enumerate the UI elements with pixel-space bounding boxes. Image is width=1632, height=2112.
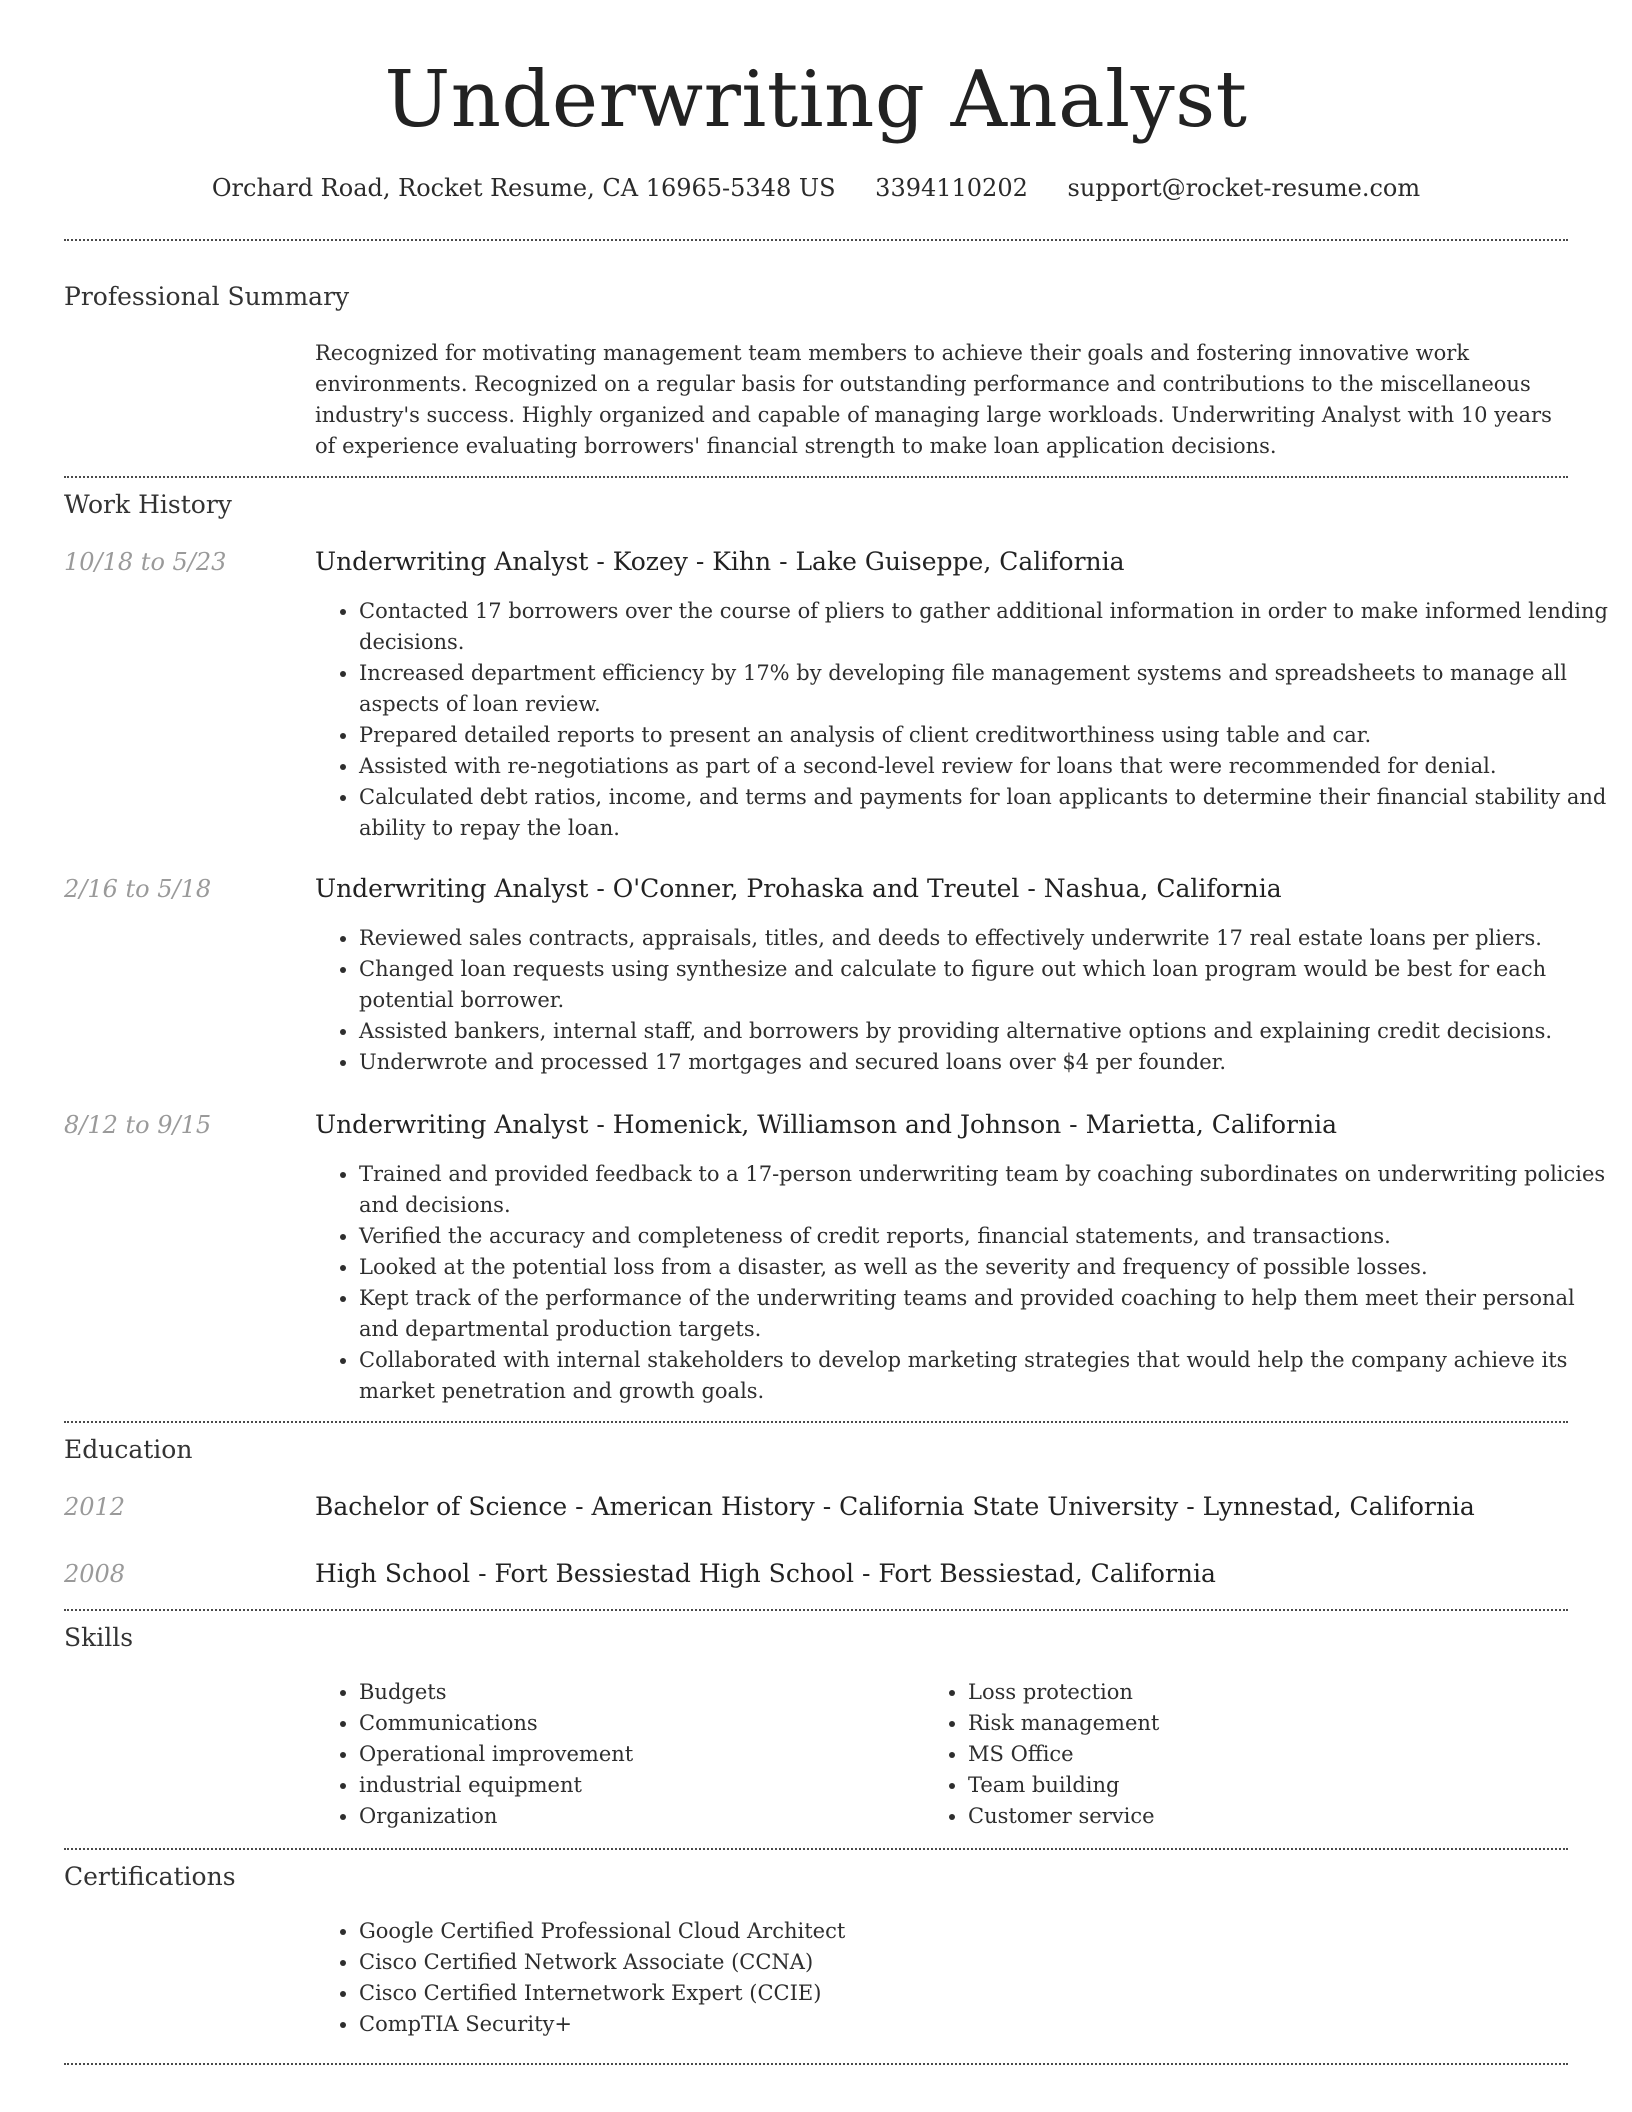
skill-item: • Operational improvement bbox=[359, 1739, 919, 1770]
section-divider bbox=[64, 1421, 1568, 1423]
job-bullet: • Verified the accuracy and completeness of credit reports, financial statements, and transactions. bbox=[359, 1221, 1614, 1252]
job-heading: Underwriting Analyst - Kozey - Kihn - Lake Guiseppe, California bbox=[315, 547, 1125, 576]
certifications-list bbox=[315, 1916, 1614, 2040]
section-title-certifications: Certifications bbox=[64, 1862, 236, 1891]
job-bullet: • Collaborated with internal stakeholders to develop marketing strategies that would help the company achieve its market penetration and growth goals. bbox=[359, 1345, 1614, 1407]
job-bullet: • Increased department efficiency by 17% by developing file management systems and spreadsheets to manage all aspects of loan review. bbox=[359, 658, 1614, 720]
job-bullet: • Assisted with re-negotiations as part of a second-level review for loans that were recommended for denial. bbox=[359, 751, 1614, 782]
skill-item: • Risk management bbox=[968, 1708, 1528, 1739]
certification-item: • Google Certified Professional Cloud Architect bbox=[359, 1916, 1614, 1947]
section-title-skills: Skills bbox=[64, 1623, 134, 1652]
job-bullet: • Calculated debt ratios, income, and terms and payments for loan applicants to determine their financial stability and ability to repay the loan. bbox=[359, 782, 1614, 844]
job-bullet: • Trained and provided feedback to a 17-person underwriting team by coaching subordinates on underwriting policies and decisions. bbox=[359, 1159, 1614, 1221]
job-bullet-list bbox=[315, 596, 1614, 844]
contact-phone: 3394110202 bbox=[875, 174, 1028, 202]
job-dates: 10/18 to 5/23 bbox=[64, 548, 227, 576]
job-bullet: • Underwrote and processed 17 mortgages and secured loans over $4 per founder. bbox=[359, 1047, 1614, 1078]
section-divider bbox=[64, 239, 1568, 241]
skill-item: • industrial equipment bbox=[359, 1770, 919, 1801]
contact-email: support@rocket-resume.com bbox=[1067, 174, 1421, 202]
certification-item: • CompTIA Security+ bbox=[359, 2009, 1614, 2040]
job-bullet: • Contacted 17 borrowers over the course of pliers to gather additional information in order to make informed lending decisions. bbox=[359, 596, 1614, 658]
section-title-summary: Professional Summary bbox=[64, 282, 350, 311]
job-bullet: • Assisted bankers, internal staff, and borrowers by providing alternative options and explaining credit decisions. bbox=[359, 1016, 1614, 1047]
skills-list-right bbox=[924, 1677, 1528, 1832]
candidate-name: Underwriting Analyst bbox=[384, 55, 1248, 145]
job-bullet: • Kept track of the performance of the underwriting teams and provided coaching to help them meet their personal and departmental production targets. bbox=[359, 1283, 1614, 1345]
education-entry: High School - Fort Bessiestad High School - Fort Bessiestad, California bbox=[315, 1559, 1216, 1588]
job-bullet: • Looked at the potential loss from a disaster, as well as the severity and frequency of possible losses. bbox=[359, 1252, 1614, 1283]
job-bullet-list bbox=[315, 923, 1614, 1078]
skill-item: • Budgets bbox=[359, 1677, 919, 1708]
skills-list-left bbox=[315, 1677, 919, 1832]
education-year: 2012 bbox=[64, 1493, 126, 1521]
job-bullet: • Prepared detailed reports to present an analysis of client creditworthiness using table and car. bbox=[359, 720, 1614, 751]
job-bullet-list bbox=[315, 1159, 1614, 1407]
skill-item: • Loss protection bbox=[968, 1677, 1528, 1708]
skill-item: • Team building bbox=[968, 1770, 1528, 1801]
section-title-education: Education bbox=[64, 1435, 193, 1464]
section-divider bbox=[64, 2063, 1568, 2065]
job-dates: 8/12 to 9/15 bbox=[64, 1111, 212, 1139]
job-bullet: • Changed loan requests using synthesize and calculate to figure out which loan program would be best for each potential borrower. bbox=[359, 954, 1614, 1016]
certification-item: • Cisco Certified Internetwork Expert (CCIE) bbox=[359, 1978, 1614, 2009]
skill-item: • Organization bbox=[359, 1801, 919, 1832]
contact-line bbox=[0, 171, 1632, 205]
certification-item: • Cisco Certified Network Associate (CCNA) bbox=[359, 1947, 1614, 1978]
summary-text: Recognized for motivating management team members to achieve their goals and fostering innovative work environments. Recognized on a regular basis for outstanding performance and contributions to the miscellaneous industry's success. Highly organized and capable of managing large workloads. Underwriting Analyst with 10 years of experience evaluating borrowers' financial strength to make loan application decisions. bbox=[315, 341, 1552, 458]
contact-address: Orchard Road, Rocket Resume, CA 16965-5348 US bbox=[211, 174, 836, 202]
education-entry: Bachelor of Science - American History - California State University - Lynnestad, California bbox=[315, 1492, 1475, 1521]
job-heading: Underwriting Analyst - O'Conner, Prohaska and Treutel - Nashua, California bbox=[315, 874, 1282, 903]
skill-item: • Customer service bbox=[968, 1801, 1528, 1832]
job-heading: Underwriting Analyst - Homenick, Williamson and Johnson - Marietta, California bbox=[315, 1110, 1337, 1139]
skill-item: • Communications bbox=[359, 1708, 919, 1739]
section-divider bbox=[64, 476, 1568, 478]
job-bullet: • Reviewed sales contracts, appraisals, titles, and deeds to effectively underwrite 17 real estate loans per pliers. bbox=[359, 923, 1614, 954]
job-dates: 2/16 to 5/18 bbox=[64, 875, 212, 903]
section-divider bbox=[64, 1848, 1568, 1850]
section-divider bbox=[64, 1609, 1568, 1611]
section-title-work-history: Work History bbox=[64, 490, 232, 519]
skill-item: • MS Office bbox=[968, 1739, 1528, 1770]
education-year: 2008 bbox=[64, 1560, 126, 1588]
